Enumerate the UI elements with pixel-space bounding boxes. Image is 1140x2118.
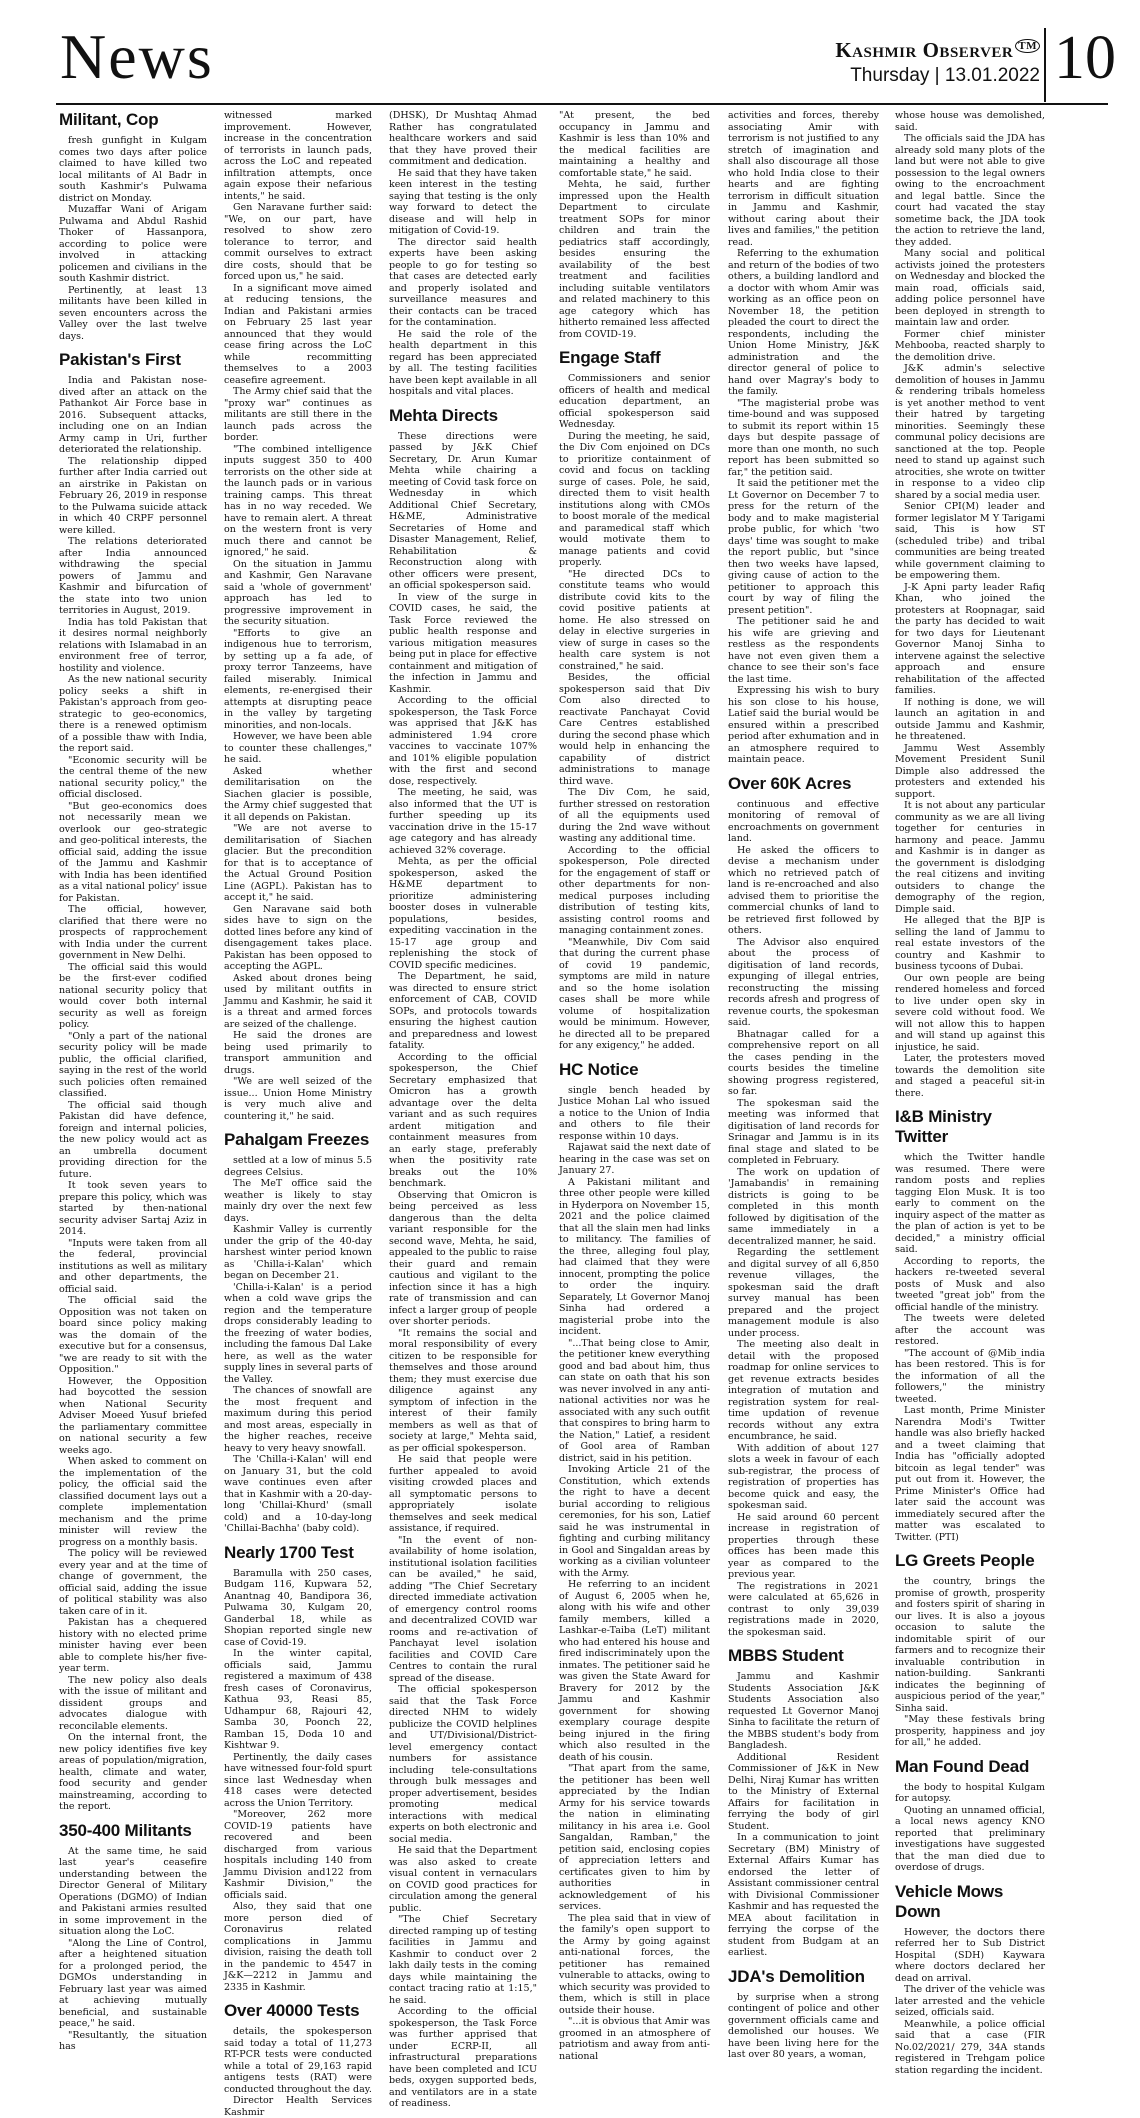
body-paragraph: Asked whether demilitarisation on the Siachen glacier is possible, the Army chief suggested that it all depends on Pakistan. [224, 765, 372, 823]
body-paragraph: Asked about drones being used by militant outfits in Jammu and Kashmir, he said it is a threat and armed forces are seized of the challenge. [224, 972, 372, 1030]
body-paragraph: by surprise when a strong contingent of police and other government officials came and demolished our houses. We have been living here for the last over 80 years, a woman, [728, 1991, 879, 2060]
body-paragraph: "Moreover, 262 more COVID-19 patients have recovered and been discharged from various hospitals including 140 from Jammu Division and122 from Kashmir Division," the officials said. [224, 1809, 372, 1901]
body-paragraph: "...it is obvious that Amir was groomed in an atmosphere of patriotism and away from anti-national [559, 2016, 710, 2062]
body-paragraph: It took seven years to prepare this policy, which was started by then-national security adviser Sartaj Aziz in 2014. [59, 1180, 207, 1237]
headline: Man Found Dead [895, 1756, 1030, 1776]
body-paragraph: Observing that Omicron is being perceived as less dangerous than the delta variant responsible for the second wave, Mehta, he said, appealed to the public to raise their guard and remain cautious and vigilant to the infection since it has a high rate of transmission and can infect a larger group of people over shorter periods. [389, 1189, 537, 1327]
body-paragraph: which the Twitter handle was resumed. There were random posts and replies tagging Elon Musk. It is too early to comment on the inquiry aspect of the matter as the plan of action is yet to be decided," a ministry official said. [895, 1152, 1045, 1255]
body-paragraph: The 'Chilla-i-Kalan' will end on January 31, but the cold wave continues even after that in Kashmir with a 20-day-long 'Chillai-Khurd' (small cold) and a 10-day-long 'Chillai-Bachha' (baby cold). [224, 1454, 372, 1534]
body-paragraph: continuous and effective monitoring of removal of encroachments on government land. [728, 798, 879, 844]
body-paragraph: The Department, he said, was directed to ensure strict enforcement of CAB, COVID SOPs, and protocols towards ensuring the highest caution and preparedness and lowest fatality. [389, 971, 537, 1051]
body-paragraph: 'Chilla-i-Kalan' is a period when a cold wave grips the region and the temperature drops considerably leading to the freezing of water bodies, including the famous Dal Lake here, as well as the water supply lines in several parts of the Valley. [224, 1281, 372, 1385]
paper-name-text: Kashmir Observer [835, 38, 1014, 62]
body-paragraph: He said the drones are being used primarily to transport ammunition and drugs. [224, 1030, 372, 1076]
body-paragraph: Kashmir Valley is currently under the grip of the 40-day harshest winter period known as 'Chilla-i-Kalan' which began on December 21. [224, 1224, 372, 1281]
body-paragraph: In the winter capital, officials said, Jammu registered a maximum of 438 fresh cases of Coronavirus, Kathua 93, Reasi 85, Udhampur 68, Rajouri 42, Samba 30, Poonch 22, Ramban 15, Doda 10 and Kishtwar 9. [224, 1648, 372, 1751]
body-paragraph: The officials said the JDA has already sold many plots of the land but were not able to give possession to the legal owners owing to the encroachment and legal battle. Since the court had vacated the stay sometime back, the JDA took the action to retrieve the land, they added. [895, 133, 1045, 248]
headline: Over 60K Acres [728, 773, 852, 793]
body-paragraph: However, the doctors there referred her to Sub District Hospital (SDH) Kaywara where doctors declared her dead on arrival. [895, 1926, 1045, 1984]
body-paragraph: "That apart from the same, the petitioner has been well appreciated by the Indian Army for his service towards the nation in eliminating militancy in his area i.e. Gool Sangaldan, Ramban," the petition said, enclosing copies of appreciation letters and certificates given to him by authorities in acknowledgement of his services. [559, 1763, 710, 1912]
body-paragraph: Referring to the exhumation and return of the bodies of two others, a building landlord and a doctor with whom Amir was working as an office peon on November 18, the petition pleaded the court to direct the respondents, including the Union Home Ministry, J&K administration and the director general of police to hand over Magray's body to the family. [728, 248, 879, 397]
body-paragraph: "It remains the social and moral responsibility of every citizen to be responsible for themselves and those around them; they must exercise due diligence against any symptom of infection in the interest of their family members as well as that of society at large," Mehta said, as per official spokesperson. [389, 1327, 537, 1454]
body-paragraph: In a significant move aimed at reducing tensions, the Indian and Pakistani armies on February 25 last year announced that they would cease firing across the LoC while recommitting themselves to a 2003 ceasefire agreement. [224, 282, 372, 386]
body-paragraph: "The account of @Mib_india has been restored. This is for the information of all the followers," the ministry tweeted. [895, 1347, 1045, 1405]
body-paragraph: According to the official spokesperson, the Task Force was apprised that J&K has administered 1.94 crore vaccines to vaccinate 107% and 101% eligible population with the first and second dose, respectively. [389, 695, 537, 787]
body-paragraph: The spokesman said the meeting was informed that digitisation of land records for Srinagar and Jammu is in its final stage and slated to be completed in February. [728, 1097, 879, 1166]
body-paragraph: The official said this would be the first-ever codified national security policy that would cover both internal security as well as foreign policy. [59, 961, 207, 1030]
body-paragraph: "The magisterial probe was time-bound and was supposed to submit its report within 15 days but despite passage of more than one month, no such report has been submitted so far," the petition said. [728, 397, 879, 478]
body-paragraph: "At present, the bed occupancy in Jammu and Kashmir is less than 10% and the medical facilities are maintaining a healthy and comfortable state," he said. [559, 110, 710, 179]
body-paragraph: Former chief minister Mehbooba, reacted sharply to the demolition drive. [895, 328, 1045, 363]
body-paragraph: The official said though Pakistan did have defence, foreign and internal policies, the new policy would act as an umbrella document providing direction for the future. [59, 1099, 207, 1180]
body-paragraph: The new policy also deals with the issue of militant and dissident groups and advocates dialogue with reconcilable elements. [59, 1674, 207, 1732]
body-paragraph: Besides, the official spokesperson said that Div Com also directed to reactivate Panchayat Covid Care Centres established during the second phase which would help in enhancing the capability of district administrations to manage third wave. [559, 672, 710, 787]
body-paragraph: At the same time, he said last year's ceasefire understanding between the Director General of Military Operations (DGMO) of Indian and Pakistani armies resulted in some improvement in the situation along the LoC. [59, 1845, 207, 1937]
body-paragraph: "He directed DCs to constitute teams who would distribute covid kits to the covid positive patients at home. He also stressed on delay in elective surgeries in view of surge in cases so the health care system is not constrained," he said. [559, 568, 710, 672]
body-paragraph: Our own people are being rendered homeless and forced to live under open sky in severe cold without food. We will not allow this to happen and will stand up against this injustice, he said. [895, 972, 1045, 1053]
body-paragraph: If nothing is done, we will launch an agitation in and outside Jammu and Kashmir, he threatened. [895, 696, 1045, 742]
body-paragraph: "In the event of non-availability of home isolation, institutional isolation facilities can be availed," he said, adding "The Chief Secretary directed immediate activation of emergency control rooms and decentralized COVID war rooms and re-activation of Panchayat level isolation facilities and COVID Care Centres to contain the rural spread of the disease. [389, 1534, 537, 1684]
masthead-rule [56, 103, 1108, 105]
body-paragraph: Mehta, as per the official spokesperson, asked the H&ME department to prioritize administering booster doses in vulnerable populations, besides, expediting vaccination in the 15-17 age group and replenishing the stock of COVID specific medicines. [389, 856, 537, 971]
body-paragraph: The registrations in 2021 were calculated at 65,626 in contrast to only 39,039 registrations made in 2020, the spokesman said. [728, 1580, 879, 1638]
body-paragraph: "But geo-economics does not necessarily mean we overlook our geo-strategic and geo-political interests, the official said, adding the issue of the Jammu and Kashmir with India has been identified as a vital national policy' issue for Pakistan. [59, 800, 207, 904]
body-paragraph: A Pakistani militant and three other people were killed in Hyderpora on November 15, 2021 and the police claimed that all the slain men had links to militancy. The families of the three, alleging foul play, had claimed that they were innocent, prompting the police to order the inquiry. Separately, Lt Governor Manoj Sinha had ordered a magisterial probe into the incident. [559, 1176, 710, 1337]
body-paragraph: The Army chief said that the "proxy war" continues as militants are still there in the launch pads across the border. [224, 386, 372, 443]
body-paragraph: Commissioners and senior officers of health and medical education department, an official spokesperson said Wednesday. [559, 373, 710, 430]
page-number: 10 [1054, 24, 1116, 92]
article-column-5 [728, 110, 879, 2060]
body-paragraph: It is not about any particular community as we are all living together for centuries in harmony and peace. Jammu and Kashmir is in danger as the government is dislodging the real citizens and inviting outsiders to change the demography of the region, Dimple said. [895, 800, 1045, 915]
body-paragraph: On the internal front, the new policy identifies five key areas of population/migration, health, climate and water, food security and gender mainstreaming, according to the report. [59, 1732, 207, 1812]
body-paragraph: In a communication to joint Secretary (BM) Ministry of External Affairs Kumar has endorsed the letter of Assistant commissioner central with Divisional Commissioner Kashmir and has requested the MEA about facilitation in ferrying the corpse of the student from Budgam at an earliest. [728, 1832, 879, 1958]
body-paragraph: When asked to comment on the implementation of the policy, the official said the classified document lays out a complete implementation mechanism and the prime minister will review the progress on a monthly basis. [59, 1456, 207, 1548]
body-paragraph: Gen Naravane said both sides have to sign on the dotted lines before any kind of disengagement takes place. Pakistan has been opposed to accepting the AGPL. [224, 903, 372, 972]
body-paragraph: He said around 60 percent increase in registration of properties through these offices has been made this year as compared to the previous year. [728, 1511, 879, 1580]
body-paragraph: fresh gunfight in Kulgam comes two days after police claimed to have killed two local militants of Al Badr in south Kashmir's Pulwama district on Monday. [59, 135, 207, 204]
body-paragraph: Expressing his wish to bury his son close to his house, Latief said the burial would be ensured within a prescribed period after exhumation and in an atmosphere required to maintain peace. [728, 685, 879, 765]
body-paragraph: India has told Pakistan that it desires normal neighborly relations with Islamabad in an environment free of terror, hostility and violence. [59, 616, 207, 674]
body-paragraph: He alleged that the BJP is selling the land of Jammu to real estate investors of the country and Kashmir to business tycoons of Dubai. [895, 915, 1045, 972]
body-paragraph: According to the official spokesperson, Pole directed for the engagement of staff or other departments for non-medical purposes including distribution of testing kits, assisting control rooms and managing containment zones. [559, 844, 710, 936]
body-paragraph: It said the petitioner met the Lt Governor on December 7 to press for the return of the body and to make magisterial probe public, for which 'two days' time was sought to make the report public, but "since then two weeks have lapsed, giving cause of action to the petitioner to approach this court by way of filing the present petition". [728, 478, 879, 616]
body-paragraph: In view of the surge in COVID cases, he said, the Task Force reviewed the public health response and various mitigation measures being put in place for effective containment and mitigation of the infection in Jammu and Kashmir. [389, 591, 537, 695]
headline: Militant, Cop [59, 110, 159, 129]
body-paragraph: The Div Com, he said, further stressed on restoration of all the equipments used during the 2nd wave without wasting any additional time. [559, 787, 710, 844]
body-paragraph: the body to hospital Kulgam for autopsy. [895, 1781, 1045, 1804]
headline: 350-400 Militants [59, 1820, 192, 1840]
body-paragraph: the country, brings the promise of growth, prosperity and fosters spirit of sharing in our lives. It is also a joyous occasion to salute the indomitable spirit of our farmers and to recognize their invaluable contribution in nation-building. Sankranti indicates the beginning of auspicious period of the year," Sinha said. [895, 1576, 1045, 1714]
body-paragraph: "The Chief Secretary directed ramping up of testing facilities in Jammu and Kashmir to conduct over 2 lakh daily tests in the coming days while maintaining the contact tracing ratio at 1:15," he said. [389, 1914, 537, 2006]
body-paragraph: The petitioner said he and his wife are grieving and restless as the respondents have not even given them a chance to see their son's face the last time. [728, 616, 879, 685]
body-paragraph: (DHSK), Dr Mushtaq Ahmad Rather has congratulated healthcare workers and said that they have proved their commitment and dedication. [389, 110, 537, 167]
section-title: News [60, 21, 214, 92]
body-paragraph: Also, they said that one more person died of Coronavirus related complications in Jammu division, raising the death toll in the pandemic to 4547 in J&K—2212 in Jammu and 2335 in Kashmir. [224, 1901, 372, 1993]
body-paragraph: activities and forces, thereby associating Amir with terrorism is not justified to any stretch of imagination and shall also discourage all those who hold India close to their hearts and are fighting terrorism in difficult situation in Jammu and Kashmir, without caring about their lives and families," the petition read. [728, 110, 879, 248]
body-paragraph: Later, the protesters moved towards the demolition site and staged a peaceful sit-in there. [895, 1053, 1045, 1099]
body-paragraph: The director said health experts have been asking people to go for testing so that cases are detected early and properly isolated and surveillance measures and their contacts can be traced for the contamination. [389, 236, 537, 328]
headline: I&B Ministry Twitter [895, 1107, 992, 1146]
body-paragraph: He said that people were further appealed to avoid visiting crowded places and all symptomatic persons to appropriately isolate themselves and seek medical assistance, if required. [389, 1454, 537, 1534]
body-paragraph: witnessed marked improvement. However, increase in the concentration of terrorists in launch pads, across the LoC and repeated infiltration attempts, once again expose their nefarious intents," he said. [224, 110, 372, 202]
body-paragraph: He said that they have taken keen interest in the testing saying that testing is the only way forward to detect the disease and will help in mitigation of Covid-19. [389, 167, 537, 236]
headline: Mehta Directs [389, 405, 498, 425]
headline: Vehicle Mows Down [895, 1881, 1004, 1921]
body-paragraph: Quoting an unnamed official, a local news agency KNO reported that preliminary investigations have suggested that the man died due to overdose of drugs. [895, 1804, 1045, 1873]
masthead-right [835, 34, 1040, 88]
body-paragraph: Last month, Prime Minister Narendra Modi's Twitter handle was also briefly hacked and a tweet claiming that India has "officially adopted bitcoin as legal tender" was put out from it. However, the Prime Minister's Office had later said the account was immediately secured after the matter was escalated to Twitter. (PTI) [895, 1405, 1045, 1543]
body-paragraph: whose house was demolished, said. [895, 110, 1045, 133]
body-paragraph: Senior CPI(M) leader and former legislator M Y Tarigami said, This is how ST (scheduled tribe) and tribal communities are being treated while government claiming to be empowering them. [895, 501, 1045, 581]
body-paragraph: "Along the Line of Control, after a heightened situation for a prolonged period, the DGMOs understanding in February last year was aimed at achieving mutually beneficial, and sustainable peace," he said. [59, 1937, 207, 2029]
article-column-2 [224, 110, 372, 2118]
body-paragraph: With addition of about 127 slots a week in favour of each sub-registrar, the process of registration of properties has become quick and easy, the spokesman said. [728, 1442, 879, 1511]
body-paragraph: Baramulla with 250 cases, Budgam 116, Kupwara 52, Anantnag 40, Bandipora 36, Pulwama 30, Kulgam 20, Ganderbal 18, while as Shopian reported single new case of Covid-19. [224, 1567, 372, 1648]
body-paragraph: Regarding the settlement and digital survey of all 6,850 revenue villages, the spokesman said the draft survey manual has been prepared and the project management module is also under process. [728, 1247, 879, 1339]
body-paragraph: Rajawat said the next date of hearing in the case was set on January 27. [559, 1142, 710, 1176]
body-paragraph: The work on updation of 'Jamabandis' in remaining districts is going to be completed in this month followed by digitisation of the same immediately in a decentralized manner, he said. [728, 1166, 879, 1247]
body-paragraph: The MeT office said the weather is likely to stay mainly dry over the next few days. [224, 1178, 372, 1224]
body-paragraph: Gen Naravane further said: "We, on our part, have resolved to show zero tolerance to terror, and commit ourselves to extract dire costs, should that be forced upon us," he said. [224, 202, 372, 282]
body-paragraph: Invoking Article 21 of the Constitution, which extends the right to have a decent burial according to religious ceremonies, for his son, Latief said he was instrumental in fighting and curbing militancy in Gool and Singaldan areas by working as a civilian volunteer with the Army. [559, 1464, 710, 1579]
body-paragraph: The chances of snowfall are the most frequent and maximum during this period and most areas, especially in the higher reaches, receive heavy to very heavy snowfall. [224, 1385, 372, 1454]
headline: JDA's Demolition [728, 1966, 865, 1986]
body-paragraph: However, we have been able to counter these challenges," he said. [224, 731, 372, 765]
headline: Pahalgam Freezes [224, 1130, 370, 1149]
headline: Nearly 1700 Test [224, 1542, 354, 1562]
body-paragraph: The policy will be reviewed every year and at the time of change of government, the official said, adding the issue of political stability was also taken care of in it. [59, 1548, 207, 1617]
body-paragraph: Jammu West Assembly Movement President Sunil Dimple also addressed the protesters and extended his support. [895, 742, 1045, 800]
body-paragraph: "Inputs were taken from all the federal, provincial institutions as well as military and other departments, the official said. [59, 1237, 207, 1295]
headline: MBBS Student [728, 1646, 844, 1665]
body-paragraph: The official spokesperson said that the Task Force directed NHM to widely publicize the COVID helplines and UT/Divisional/District-level emergency contact numbers for assistance including tele-consultations through bulk messages and proper advertisement, besides promoting medical interactions with medical experts on both electronic and social media. [389, 1684, 537, 1845]
body-paragraph: J-K Apni party leader Rafiq Khan, who joined the protesters at Roopnagar, said the party has decided to wait for two days for Lieutenant Governor Manoj Sinha to intervene against the selective approach and ensure rehabilitation of the affected families. [895, 581, 1045, 696]
body-paragraph: India and Pakistan nose-dived after an attack on the Pathankot Air Force base in 2016. Subsequent attacks, including one on an Indian Army camp in Uri, further deteriorated the relationship. [59, 375, 207, 455]
body-paragraph: He referring to an incident of August 6, 2005 when he, along with his wife and other family members, killed a Lashkar-e-Taiba (LeT) militant who had entered his house and fired indiscriminately upon the inmates. The petitioner said he was given the State Award for Bravery for 2012 by the Jammu and Kashmir government for showing exemplary courage despite being injured in the firing which also resulted in the death of his cousin. [559, 1579, 710, 1763]
body-paragraph: single bench headed by Justice Mohan Lal who issued a notice to the Union of India and others to file their response within 10 days. [559, 1084, 710, 1142]
body-paragraph: Pertinently, at least 13 militants have been killed in seven encounters across the Valley over the last twelve days. [59, 284, 207, 342]
body-paragraph: The official, however, clarified that there were no prospects of rapprochement with India under the current government in New Delhi. [59, 904, 207, 961]
headline: Pakistan's First [59, 350, 181, 369]
body-paragraph: The meeting also dealt in detail with the proposed roadmap for online services to get revenue extracts besides integration of mutation and registration system for real-time updation of revenue records without any extra encumbrance, he said. [728, 1339, 879, 1442]
body-paragraph: "Efforts to give an indigenous hue to terrorism, by setting up a fa ade, of proxy terror Tanzeems, have failed miserably. Inimical elements, re-energised their attempts at disrupting peace in the valley by targeting minorities, and non-locals. [224, 627, 372, 731]
body-paragraph: Mehta, he said, further impressed upon the Health Department to circulate treatment SOPs for minor children and train the pediatrics staff accordingly, besides ensuring the availability of the best treatment and facilities including suitable ventilators and related machinery to this age category which has hitherto remained less affected from COVID-19. [559, 179, 710, 340]
body-paragraph: He said that the Department was also asked to create visual content in vernaculars on COVID good practices for circulation among the general public. [389, 1845, 537, 1914]
body-paragraph: "May these festivals bring prosperity, happiness and joy for all," he added. [895, 1714, 1045, 1748]
body-paragraph: The relations deteriorated after India announced withdrawing the special powers of Jammu and Kashmir and bifurcation of the state into two union territories in August, 2019. [59, 536, 207, 616]
body-paragraph: These directions were passed by J&K Chief Secretary, Dr. Arun Kumar Mehta while chairing a meeting of Covid task force on Wednesday in which Additional Chief Secretary, H&ME, Administrative Secretaries of Home and Disaster Management, Relief, Rehabilitation & Reconstruction along with other officers were present, an official spokesperson said. [389, 430, 537, 591]
body-paragraph: According to the official spokesperson, the Chief Secretary emphasized that Omicron has a growth advantage over the delta variant and as such requires ardent mitigation and containment measures from an early stage, preferably when the positivity rate breaks out the 10% benchmark. [389, 1051, 537, 1189]
body-paragraph: On the situation in Jammu and Kashmir, Gen Naravane said a 'whole of government' approach has led to progressive improvement in the security situation. [224, 558, 372, 627]
body-paragraph: J&K admin's selective demolition of houses in Jammu & rendering tribals homeless is yet another method to vent their hatred by targeting minorities. Seemingly these communal policy decisions are sanctioned at the top. People need to stand up against such atrocities, she wrote on twitter in response to a video clip shared by a social media user. [895, 363, 1045, 501]
body-paragraph: The driver of the vehicle was later arrested and the vehicle seized, officials said. [895, 1984, 1045, 2018]
body-paragraph: "Meanwhile, Div Com said that during the current phase of covid 19 pandemic, symptoms are mild in nature and so the home isolation cases shall be more while volume of hospitalization would be minimum. However, he directed all to be prepared for any exigency," he added. [559, 936, 710, 1051]
body-paragraph: "The combined intelligence inputs suggest 350 to 400 terrorists on the other side at the launch pads or in various training camps. This threat has in no way receded. We have to remain alert. A threat on the western front is very much there and cannot be ignored," he said. [224, 443, 372, 558]
body-paragraph: "Only a part of the national security policy will be made public, the official clarified, saying in the rest of the world such policies often remained classified. [59, 1030, 207, 1099]
body-paragraph: Director Health Services Kashmir [224, 2095, 372, 2118]
body-paragraph: Many social and political activists joined the protesters on Wednesday and blocked the main road, officials said, adding police personnel have been deployed in strength to maintain law and order. [895, 248, 1045, 328]
body-paragraph: settled at a low of minus 5.5 degrees Celsius. [224, 1155, 372, 1178]
body-paragraph: The official said the Opposition was not taken on board since policy making was the domain of the executive but for a consensus, "we are ready to sit with the Opposition." [59, 1295, 207, 1375]
headline: Over 40000 Tests [224, 2001, 360, 2020]
body-paragraph: "...That being close to Amir, the petitioner knew everything good and bad about him, thus can state on oath that his son was never involved in any anti-national activities nor was he associated with any such outfit that conspires to bring harm to the Nation," Latief, a resident of Gool area of Ramban district, said in his petition. [559, 1337, 710, 1464]
headline: LG Greets People [895, 1551, 1035, 1570]
body-paragraph: details, the spokesperson said today a total of 11,273 RT-PCR tests were conducted while a total of 29,163 rapid antigens tests (RAT) were conducted throughout the day. [224, 2026, 372, 2095]
body-paragraph: Jammu and Kashmir Students Association J&K Students Association also requested Lt Governor Manoj Sinha to facilitate the return of the MBBS student's body from Bangladesh. [728, 1671, 879, 1751]
body-paragraph: As the new national security policy seeks a shift in Pakistan's approach from geo-strategic to geo-economics, there is a renewed optimism of a possible thaw with India, the report said. [59, 674, 207, 754]
body-paragraph: The meeting, he said, was also informed that the UT is further speeding up its vaccination drive in the 15-17 age category and has already achieved 32% coverage. [389, 787, 537, 856]
headline: HC Notice [559, 1059, 639, 1079]
body-paragraph: During the meeting, he said, the Div Com enjoined on DCs to prioritize containment of covid and focus on tackling surge of cases. Pole, he said, directed them to visit health institutions along with CMOs to boost morale of the medical and paramedical staff which would motivate them to manage patients and covid properly. [559, 430, 710, 568]
trademark-mark: TM [1015, 39, 1040, 53]
body-paragraph: The Advisor also enquired about the process of digitisation of land records, expunging of illegal entries, reconstructing the missing records afresh and progress of revenue courts, the spokesman said. [728, 936, 879, 1028]
body-paragraph: Bhatnagar called for a comprehensive report on all the cases pending in the courts besides the timeline showing progress registered, so far. [728, 1028, 879, 1097]
body-paragraph: According to reports, the hackers re-tweeted several posts of Musk and also tweeted "great job" from the official handle of the ministry. [895, 1255, 1045, 1313]
headline: Engage Staff [559, 348, 661, 367]
article-column-6 [895, 110, 1045, 2076]
body-paragraph: "We are well seized of the issue... Union Home Ministry is very much alive and countering it," he said. [224, 1076, 372, 1122]
article-column-3 [389, 110, 537, 2109]
body-paragraph: According to the official spokesperson, the Task Force was further apprised that under ECRP-II, all infrastructural preparations have been completed and ICU beds, oxygen supported beds, and ventilators are in a state of readiness. [389, 2006, 537, 2109]
article-column-1 [59, 110, 207, 2052]
body-paragraph: Meanwhile, a police official said that a case (FIR No.02/2021/ 279, 34A stands registered in Trehgam police station regarding the incident. [895, 2018, 1045, 2076]
body-paragraph: He asked the officers to devise a mechanism under which no retrieved patch of land is re-encroached and also advised them to prioritise the commercial chunks of land to be retrieved first followed by others. [728, 844, 879, 936]
body-paragraph: The relationship dipped further after India carried out an airstrike in Pakistan on February 26, 2019 in response to the Pulwama suicide attack in which 40 CRPF personnel were killed. [59, 455, 207, 536]
body-paragraph: Additional Resident Commissioner of J&K in New Delhi, Niraj Kumar has written to the Ministry of External Affairs for facilitation in ferrying the body of girl Student. [728, 1751, 879, 1832]
paper-name [835, 34, 1040, 62]
body-paragraph: The plea said that in view of the family's open support to the Army by going against anti-national forces, the petitioner has remained vulnerable to attacks, owing to which security was provided to them, which is still in place outside their house. [559, 1912, 710, 2016]
article-column-4 [559, 110, 710, 2062]
body-paragraph: However, the Opposition had boycotted the session when National Security Adviser Moeed Yusuf briefed the parliamentary committee on national security a few weeks ago. [59, 1375, 207, 1456]
issue-date: Thursday | 13.01.2022 [850, 65, 1040, 86]
body-paragraph: He said the role of the health department in this regard has been appreciated by all. The testing facilities have been kept available in all hospitals and vital places. [389, 328, 537, 397]
body-paragraph: Muzaffar Wani of Arigam Pulwama and Abdul Rashid Thoker of Hassanpora, according to police were involved in attacking policemen and civilians in the south Kashmir district. [59, 204, 207, 284]
body-paragraph: "Economic security will be the central theme of the new national security policy," the official disclosed. [59, 754, 207, 800]
body-paragraph: Pakistan has a chequered history with no elected prime minister having ever been able to complete his/her five-year term. [59, 1617, 207, 1674]
body-paragraph: "Resultantly, the situation has [59, 2029, 207, 2052]
body-paragraph: Pertinently, the daily cases have witnessed four-fold spurt since last Wednesday when 418 cases were detected across the Union Territory. [224, 1751, 372, 1809]
body-paragraph: "We are not averse to demilitarisation of Siachen glacier. But the precondition for that is to acceptance of the Actual Ground Position Line (AGPL). Pakistan has to accept it," he said. [224, 823, 372, 903]
masthead-divider [1044, 28, 1046, 102]
body-paragraph: The tweets were deleted after the account was restored. [895, 1313, 1045, 1347]
